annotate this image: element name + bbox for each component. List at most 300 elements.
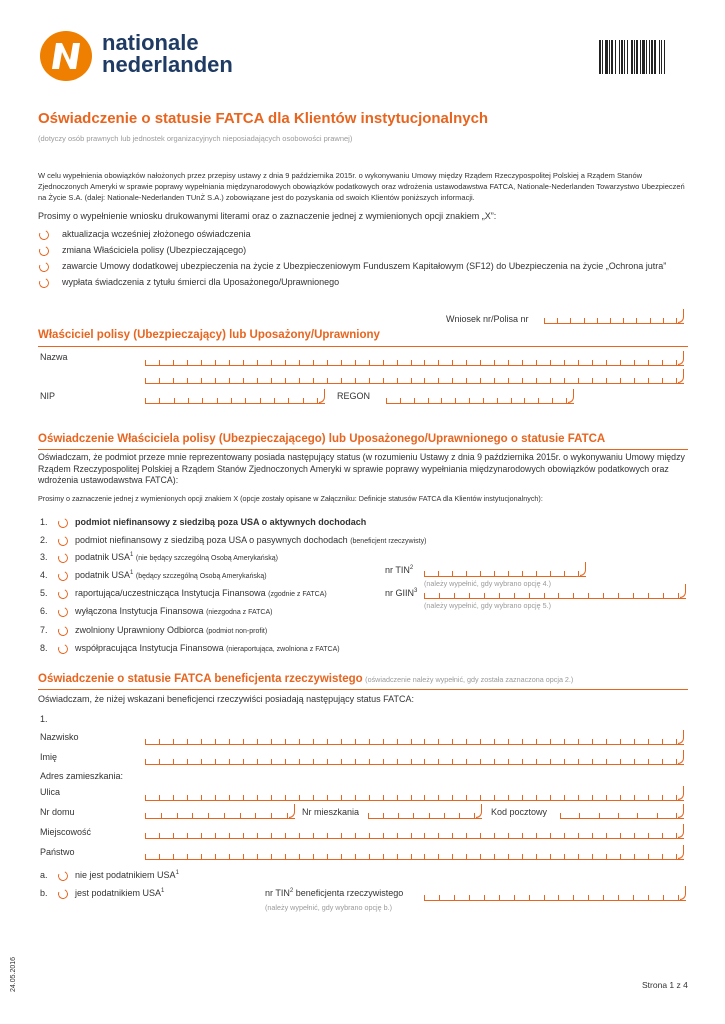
option-radio-4[interactable] <box>38 277 51 290</box>
field-tick <box>424 895 425 900</box>
field-tick <box>566 398 567 403</box>
field-tick <box>544 593 545 598</box>
field-tick <box>173 759 174 764</box>
field-tick <box>369 360 370 365</box>
field-tick <box>145 833 146 838</box>
field-tick <box>597 318 598 323</box>
status-item-radio[interactable] <box>57 588 70 601</box>
nr-domu-field[interactable] <box>145 807 295 819</box>
status-item-label <box>75 535 426 545</box>
field-tick <box>578 739 579 744</box>
status-item-note: (nie będący szczególną Osobą Amerykańską) <box>135 555 278 562</box>
status-item-radio[interactable] <box>57 552 70 565</box>
opt-b-text: jest podatnikiem USA <box>75 888 162 898</box>
regon-field[interactable] <box>386 392 574 404</box>
field-tick <box>145 759 146 764</box>
field-tick <box>187 795 188 800</box>
field-tick <box>187 360 188 365</box>
field-tick <box>255 813 256 818</box>
field-tick <box>438 833 439 838</box>
field-tick <box>480 795 481 800</box>
status-item-radio[interactable] <box>57 517 70 530</box>
field-tick <box>274 398 275 403</box>
field-tick <box>618 813 619 818</box>
field-tick <box>536 739 537 744</box>
field-tick <box>648 854 649 859</box>
field-tick <box>497 398 498 403</box>
field-tick <box>592 739 593 744</box>
barcode-bar <box>627 40 628 74</box>
field-tick <box>514 593 515 598</box>
field-tick <box>599 813 600 818</box>
field-tick <box>174 398 175 403</box>
field-tick <box>173 854 174 859</box>
field-tick <box>201 378 202 383</box>
benef-tin-label <box>265 888 403 898</box>
barcode-bar <box>664 40 665 74</box>
field-tick <box>173 360 174 365</box>
field-tick <box>663 895 664 900</box>
field-tick <box>159 759 160 764</box>
field-tick <box>414 398 415 403</box>
giin-note: (należy wypełnić, gdy wybrano opcję 5.) <box>424 601 552 610</box>
barcode-bar <box>609 40 610 74</box>
field-tick <box>618 895 619 900</box>
wniosek-field[interactable] <box>544 312 684 324</box>
barcode-bar <box>599 40 601 74</box>
field-tick <box>341 795 342 800</box>
benef-heading-note: (oświadczenie należy wypełnić, gdy została zaznaczona opcja 2.) <box>365 675 574 684</box>
field-tick <box>480 833 481 838</box>
nazwa-field-2[interactable] <box>145 372 684 384</box>
field-tick <box>676 854 677 859</box>
opt-a-sup: 1 <box>175 870 179 876</box>
field-tick <box>257 795 258 800</box>
nazwisko-label: Nazwisko <box>40 732 79 742</box>
field-tick <box>145 854 146 859</box>
status-item-radio[interactable] <box>57 535 70 548</box>
field-tick <box>511 398 512 403</box>
field-tick <box>243 854 244 859</box>
field-tick <box>341 833 342 838</box>
field-tick <box>397 759 398 764</box>
field-tick <box>578 833 579 838</box>
field-tick <box>662 833 663 838</box>
statement-divider <box>38 449 688 450</box>
barcode-bar <box>640 40 641 74</box>
intro-text: W celu wypełnienia obowiązków nałożonych przez przepisy ustawy z dnia 9 października 2015r. o wykonywaniu Umowy między Rządem Rzeczypospolitej Polskiej a Rządem Stanów Zjednoczonych Ameryki w sprawie poprawy wypełniania międzynarodowych obowiązków podatkowych oraz wdrożenia ustawodawstwa FATCA, Nationale-Nederlanden Towarzystwo Ubezpieczeń na Życie S.A. (dalej: Nationale-Nederlanden TUnŻ S.A.) zobowiązane jest do pozyskania od swoich Klientów poniższych informacji. <box>38 171 685 202</box>
nr-mieszkania-field[interactable] <box>368 807 482 819</box>
status-item <box>40 606 380 620</box>
tin-label-text: nr TIN <box>385 565 410 575</box>
field-tick <box>161 813 162 818</box>
field-tick <box>588 593 589 598</box>
field-tick <box>215 739 216 744</box>
field-tick <box>215 795 216 800</box>
nip-field[interactable] <box>145 392 325 404</box>
field-tick <box>201 833 202 838</box>
field-tick <box>536 759 537 764</box>
field-tick <box>368 813 369 818</box>
field-tick <box>469 895 470 900</box>
tin-field[interactable] <box>424 565 586 577</box>
field-tick <box>231 398 232 403</box>
field-tick <box>452 795 453 800</box>
field-tick <box>441 398 442 403</box>
option-label-1: aktualizacja wcześniej złożonego oświadczenia <box>62 229 251 239</box>
field-tick <box>550 759 551 764</box>
field-tick <box>243 360 244 365</box>
status-item-note: (nieraportująca, zwolniona z FATCA) <box>226 646 340 653</box>
nazwa-field-1[interactable] <box>145 354 684 366</box>
field-tick <box>588 895 589 900</box>
field-tick <box>564 833 565 838</box>
nn-logo <box>38 28 238 86</box>
status-item-note: (podmiot non-profit) <box>206 628 268 635</box>
field-tick <box>657 813 658 818</box>
field-tick <box>313 378 314 383</box>
field-tick <box>550 854 551 859</box>
field-tick <box>145 739 146 744</box>
field-tick <box>260 398 261 403</box>
field-endcap <box>319 389 325 403</box>
field-tick <box>524 398 525 403</box>
field-endcap <box>289 804 295 818</box>
field-endcap <box>476 804 482 818</box>
status-item <box>40 643 380 657</box>
field-tick <box>578 854 579 859</box>
statement-text: Oświadczam, że podmiot przeze mnie reprezentowany posiada następujący status (w rozumieniu Ustawy z dnia 9 października 2015r. o wykonywaniu Umowy między Rządem Rzeczypospolitej Polskiej a Rządem Stanów Zjednoczonych Ameryki w sprawie poprawy wypełniania międzynarodowych obowiązków podatkowych oraz wdrożenia ustawodawstwa FATCA): <box>38 452 685 485</box>
option-radio-2[interactable] <box>38 245 51 258</box>
field-tick <box>606 759 607 764</box>
field-tick <box>564 759 565 764</box>
field-tick <box>327 854 328 859</box>
barcode-bar <box>636 40 638 74</box>
barcode-bar <box>615 40 616 74</box>
field-tick <box>257 378 258 383</box>
field-tick <box>188 398 189 403</box>
field-tick <box>439 593 440 598</box>
barcode-bar <box>651 40 653 74</box>
field-tick <box>299 854 300 859</box>
tin-note: (należy wypełnić, gdy wybrano opcję 4.) <box>424 579 552 588</box>
field-endcap <box>568 389 574 403</box>
field-tick <box>383 739 384 744</box>
field-tick <box>514 895 515 900</box>
giin-label <box>385 588 417 598</box>
field-tick <box>177 813 178 818</box>
field-tick <box>411 833 412 838</box>
field-endcap <box>680 886 686 900</box>
field-tick <box>201 854 202 859</box>
field-tick <box>522 795 523 800</box>
field-tick <box>173 739 174 744</box>
field-tick <box>438 759 439 764</box>
status-item-note: (niezgodna z FATCA) <box>206 609 273 616</box>
field-tick <box>355 854 356 859</box>
field-tick <box>383 813 384 818</box>
field-tick <box>536 833 537 838</box>
opt-b-label <box>75 888 164 898</box>
option-label-4: wypłata świadczenia z tytułu śmierci dla Uposażonego/Uprawnionego <box>62 277 340 287</box>
field-tick <box>411 759 412 764</box>
field-tick <box>229 360 230 365</box>
field-tick <box>243 378 244 383</box>
field-tick <box>383 360 384 365</box>
ulica-field[interactable] <box>145 789 684 801</box>
opt-a-text: nie jest podatnikiem USA <box>75 870 176 880</box>
field-tick <box>299 739 300 744</box>
field-tick <box>564 378 565 383</box>
logo-line2: nederlanden <box>102 52 233 77</box>
opt-b-sup: 1 <box>161 888 165 894</box>
field-tick <box>592 833 593 838</box>
field-tick <box>508 378 509 383</box>
barcode-bar <box>649 40 650 74</box>
field-tick <box>452 854 453 859</box>
opt-a-radio[interactable] <box>57 870 70 883</box>
field-tick <box>187 378 188 383</box>
status-item-radio[interactable] <box>57 570 70 583</box>
field-tick <box>411 795 412 800</box>
field-endcap <box>678 804 684 818</box>
benef-tin-note: (należy wypełnić, gdy wybrano opcję b.) <box>265 903 393 912</box>
field-tick <box>327 795 328 800</box>
field-tick <box>494 360 495 365</box>
field-tick <box>573 895 574 900</box>
status-item-label <box>75 643 340 653</box>
status-item <box>40 625 380 639</box>
benef-num: 1. <box>40 714 48 724</box>
field-tick <box>634 739 635 744</box>
field-tick <box>217 398 218 403</box>
field-tick <box>466 378 467 383</box>
field-tick <box>676 739 677 744</box>
field-tick <box>536 571 537 576</box>
field-tick <box>592 795 593 800</box>
field-tick <box>522 571 523 576</box>
barcode-bar <box>631 40 633 74</box>
field-tick <box>285 795 286 800</box>
field-tick <box>303 398 304 403</box>
field-tick <box>564 854 565 859</box>
field-tick <box>355 378 356 383</box>
field-tick <box>662 360 663 365</box>
field-tick <box>257 360 258 365</box>
field-tick <box>187 759 188 764</box>
field-tick <box>192 813 193 818</box>
field-tick <box>584 318 585 323</box>
field-tick <box>243 759 244 764</box>
field-tick <box>480 378 481 383</box>
field-tick <box>618 593 619 598</box>
owner-divider <box>38 346 688 347</box>
field-tick <box>508 795 509 800</box>
status-item-main: podatnik USA <box>75 570 131 580</box>
field-tick <box>579 813 580 818</box>
field-tick <box>355 759 356 764</box>
field-tick <box>257 833 258 838</box>
field-tick <box>648 739 649 744</box>
opt-b-num: b. <box>40 888 48 898</box>
field-tick <box>550 795 551 800</box>
status-item-main: podmiot niefinansowy z siedzibą poza USA o aktywnych dochodach <box>75 517 367 527</box>
status-item-main: raportująca/uczestnicząca Instytucja Finansowa <box>75 588 266 598</box>
field-tick <box>383 759 384 764</box>
field-tick <box>610 318 611 323</box>
field-tick <box>522 739 523 744</box>
field-tick <box>648 378 649 383</box>
field-tick <box>327 739 328 744</box>
option-radio-3[interactable] <box>38 261 51 274</box>
field-tick <box>285 378 286 383</box>
field-tick <box>536 378 537 383</box>
field-tick <box>620 833 621 838</box>
field-tick <box>544 318 545 323</box>
field-tick <box>287 813 288 818</box>
field-tick <box>508 571 509 576</box>
field-endcap <box>580 562 586 576</box>
option-radio-1[interactable] <box>38 229 51 242</box>
status-item-radio[interactable] <box>57 606 70 619</box>
field-tick <box>187 833 188 838</box>
field-tick <box>202 398 203 403</box>
field-tick <box>494 833 495 838</box>
field-endcap <box>680 584 686 598</box>
field-tick <box>159 854 160 859</box>
doc-date: 24.05.2016 <box>10 956 17 992</box>
field-tick <box>257 759 258 764</box>
field-tick <box>369 795 370 800</box>
status-item-label <box>75 606 272 616</box>
field-tick <box>299 759 300 764</box>
field-tick <box>299 378 300 383</box>
field-tick <box>439 895 440 900</box>
field-tick <box>564 571 565 576</box>
field-tick <box>466 739 467 744</box>
kod-field[interactable] <box>560 807 684 819</box>
field-tick <box>544 895 545 900</box>
field-tick <box>215 360 216 365</box>
benef-tin-rest: beneficjenta rzeczywistego <box>293 888 404 898</box>
status-item-num: 3. <box>40 552 48 562</box>
field-tick <box>499 593 500 598</box>
benef-tin-sup: 2 <box>289 888 294 894</box>
field-tick <box>424 759 425 764</box>
field-endcap <box>678 824 684 838</box>
benef-heading: Oświadczenie o statusie FATCA beneficjenta rzeczywistego <box>38 673 363 685</box>
field-endcap <box>678 845 684 859</box>
field-tick <box>285 739 286 744</box>
benef-text: Oświadczam, że niżej wskazani beneficjenci rzeczywiści posiadają następujący status FATCA: <box>38 694 414 704</box>
field-tick <box>355 739 356 744</box>
field-tick <box>508 833 509 838</box>
status-item-label <box>75 625 267 635</box>
status-item-note: (będący szczególną Osobą Amerykańską) <box>135 573 267 580</box>
field-tick <box>397 795 398 800</box>
field-tick <box>240 813 241 818</box>
panstwo-field[interactable] <box>145 848 684 860</box>
status-item-label <box>75 570 267 580</box>
field-tick <box>245 398 246 403</box>
field-tick <box>299 795 300 800</box>
field-tick <box>369 833 370 838</box>
field-tick <box>341 360 342 365</box>
field-endcap <box>678 750 684 764</box>
miejscowosc-field[interactable] <box>145 827 684 839</box>
opt-a-num: a. <box>40 870 48 880</box>
field-endcap <box>678 730 684 744</box>
field-tick <box>341 378 342 383</box>
field-tick <box>592 854 593 859</box>
status-item-main: wyłączona Instytucja Finansowa <box>75 606 204 616</box>
field-tick <box>466 854 467 859</box>
status-item-num: 1. <box>40 517 48 527</box>
field-tick <box>494 739 495 744</box>
imie-field[interactable] <box>145 753 684 765</box>
field-tick <box>606 854 607 859</box>
status-item-radio[interactable] <box>57 643 70 656</box>
field-tick <box>480 854 481 859</box>
field-tick <box>570 318 571 323</box>
field-tick <box>603 593 604 598</box>
field-tick <box>452 759 453 764</box>
field-tick <box>483 398 484 403</box>
field-tick <box>285 360 286 365</box>
status-item <box>40 588 380 602</box>
field-tick <box>648 833 649 838</box>
status-item-label <box>75 588 327 598</box>
field-tick <box>285 759 286 764</box>
field-tick <box>578 378 579 383</box>
field-tick <box>411 854 412 859</box>
field-tick <box>550 739 551 744</box>
field-tick <box>455 398 456 403</box>
field-tick <box>634 854 635 859</box>
field-tick <box>484 895 485 900</box>
field-tick <box>271 360 272 365</box>
field-tick <box>444 813 445 818</box>
opt-a-label <box>75 870 179 880</box>
field-tick <box>173 795 174 800</box>
field-tick <box>560 813 561 818</box>
field-tick <box>606 739 607 744</box>
field-tick <box>662 739 663 744</box>
field-tick <box>243 795 244 800</box>
giin-field[interactable] <box>424 587 686 599</box>
benef-tin-text: nr TIN <box>265 888 290 898</box>
benef-tin-field[interactable] <box>424 889 686 901</box>
field-tick <box>229 795 230 800</box>
field-tick <box>452 571 453 576</box>
field-tick <box>508 759 509 764</box>
opt-b-radio[interactable] <box>57 888 70 901</box>
field-tick <box>424 854 425 859</box>
status-item <box>40 552 380 566</box>
status-item-num: 4. <box>40 570 48 580</box>
field-tick <box>271 833 272 838</box>
field-tick <box>676 833 677 838</box>
nazwisko-field[interactable] <box>145 733 684 745</box>
status-item-radio[interactable] <box>57 625 70 638</box>
giin-label-text: nr GIIN <box>385 588 415 598</box>
field-tick <box>229 378 230 383</box>
field-tick <box>187 854 188 859</box>
page-number: Strona 1 z 4 <box>642 980 688 990</box>
field-tick <box>634 759 635 764</box>
field-tick <box>662 759 663 764</box>
field-tick <box>355 795 356 800</box>
